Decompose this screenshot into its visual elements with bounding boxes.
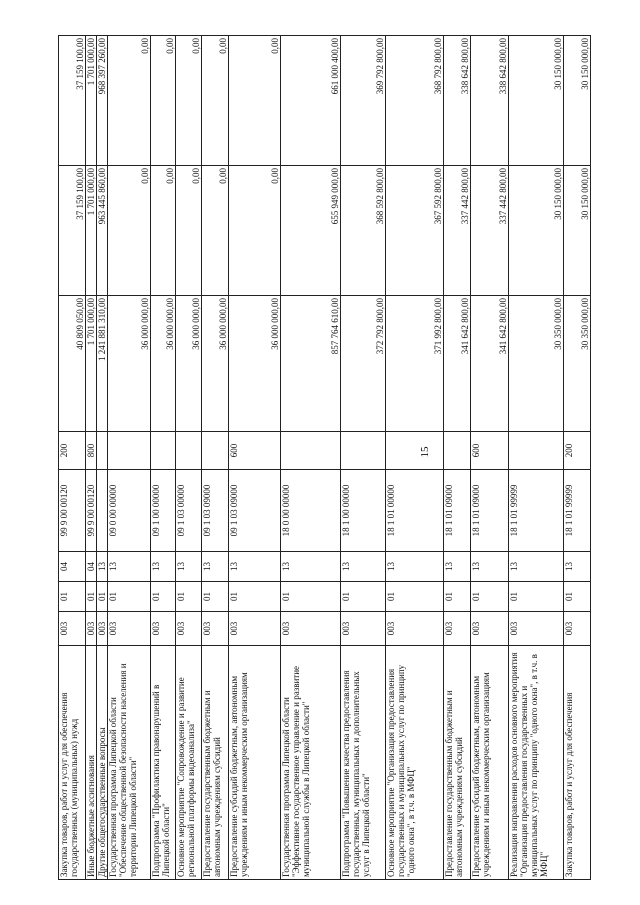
amount-next-year: 963 445 860,00 — [97, 166, 108, 296]
amount-next-year: 0,00 — [202, 166, 229, 296]
amount-second-year: 0,00 — [176, 36, 202, 166]
amount-next-year: 0,00 — [229, 166, 281, 296]
amount-current-year: 372 792 800,00 — [341, 296, 386, 432]
section-code: 01 — [202, 582, 229, 612]
admin-code: 003 — [471, 612, 509, 646]
budget-table — [58, 35, 591, 880]
subsection-code: 04 — [86, 552, 97, 582]
row-name: Государственная программа Липецкой области "Эффективное государственное управление и развитие муниципальной службы в Липецкой области" — [281, 646, 341, 880]
target-code: 18 1 01 09000 — [471, 470, 509, 552]
section-code: 01 — [341, 582, 386, 612]
subsection-code: 13 — [97, 552, 108, 582]
section-code: 01 — [564, 582, 591, 612]
amount-second-year: 0,00 — [151, 36, 176, 166]
row-name: Предоставление субсидий бюджетным, автономным учреждениям и иным некоммерческим организациям — [229, 646, 281, 880]
row-name: Предоставление государственным бюджетным и автономным учреждениям субсидий — [202, 646, 229, 880]
amount-next-year: 337 442 800,00 — [444, 166, 471, 296]
admin-code: 003 — [59, 612, 86, 646]
admin-code: 003 — [341, 612, 386, 646]
amount-second-year: 368 792 800,00 — [386, 36, 444, 166]
admin-code: 003 — [176, 612, 202, 646]
amount-current-year: 40 809 050,00 — [59, 296, 86, 432]
expense-kind: 600 — [471, 432, 509, 470]
section-code: 01 — [86, 582, 97, 612]
row-name: Закупка товаров, работ и услуг для обеспечения государственных (муниципальных) нужд — [59, 646, 86, 880]
amount-current-year: 857 764 610,00 — [281, 296, 341, 432]
admin-code: 003 — [86, 612, 97, 646]
subsection-code: 13 — [202, 552, 229, 582]
expense-kind — [281, 432, 341, 470]
table-row — [86, 36, 97, 880]
amount-second-year: 37 159 100,00 — [59, 36, 86, 166]
amount-second-year: 661 000 400,00 — [281, 36, 341, 166]
row-name: Реализация направления расходов основного мероприятия "Организация предоставления государственных и муниципальных услуг по принципу "одного окна", в т.ч. в МФЦ" — [509, 646, 564, 880]
expense-kind — [151, 432, 176, 470]
target-code: 09 1 03 00000 — [176, 470, 202, 552]
row-name: Иные бюджетные ассигнования — [86, 646, 97, 880]
amount-next-year: 1 701 000,00 — [86, 166, 97, 296]
expense-kind — [108, 432, 151, 470]
amount-current-year: 36 000 000,00 — [202, 296, 229, 432]
admin-code: 003 — [202, 612, 229, 646]
amount-next-year: 30 150 000,00 — [564, 166, 591, 296]
expense-kind: 600 — [229, 432, 281, 470]
expense-kind — [97, 432, 108, 470]
table-row — [341, 36, 386, 880]
table-row — [202, 36, 229, 880]
amount-current-year: 36 000 000,00 — [108, 296, 151, 432]
subsection-code: 04 — [59, 552, 86, 582]
section-code: 01 — [151, 582, 176, 612]
table-row — [444, 36, 471, 880]
subsection-code: 13 — [108, 552, 151, 582]
amount-second-year: 968 397 260,00 — [97, 36, 108, 166]
row-name: Другие общегосударственные вопросы — [97, 646, 108, 880]
amount-next-year: 337 442 800,00 — [471, 166, 509, 296]
row-name: Предоставление субсидий бюджетным, автономным учреждениям и иным некоммерческим организациям — [471, 646, 509, 880]
subsection-code: 13 — [151, 552, 176, 582]
admin-code: 003 — [564, 612, 591, 646]
row-name: Закупка товаров, работ и услуг для обеспечения — [564, 646, 591, 880]
row-name: Основное мероприятие "Сопровождение и развитие региональной платформы видеоанализа" — [176, 646, 202, 880]
target-code — [97, 470, 108, 552]
row-name: Подпрограмма "Повышение качества предоставления государственных, муниципальных и дополнительных услуг в Липецкой области" — [341, 646, 386, 880]
row-name: Основное мероприятие "Организация предоставления государственных и муниципальных услуг по принципу "одного окна", в т.ч. в МФЦ" — [386, 646, 444, 880]
expense-kind — [444, 432, 471, 470]
page-number: 15 — [419, 446, 431, 458]
amount-second-year: 0,00 — [202, 36, 229, 166]
section-code: 01 — [108, 582, 151, 612]
table-row — [176, 36, 202, 880]
amount-second-year: 0,00 — [229, 36, 281, 166]
amount-second-year: 369 792 800,00 — [341, 36, 386, 166]
section-code: 01 — [471, 582, 509, 612]
table-row — [151, 36, 176, 880]
row-name: Предоставление государственным бюджетным и автономным учреждениям субсидий — [444, 646, 471, 880]
subsection-code: 13 — [509, 552, 564, 582]
subsection-code: 13 — [176, 552, 202, 582]
expense-kind: 800 — [86, 432, 97, 470]
target-code: 09 1 00 00000 — [151, 470, 176, 552]
table-row — [564, 36, 591, 880]
amount-current-year: 1 701 000,00 — [86, 296, 97, 432]
subsection-code: 13 — [471, 552, 509, 582]
amount-next-year: 0,00 — [108, 166, 151, 296]
target-code: 18 0 00 00000 — [281, 470, 341, 552]
table-row — [97, 36, 108, 880]
expense-kind: 200 — [564, 432, 591, 470]
target-code: 18 1 01 99999 — [564, 470, 591, 552]
amount-current-year: 36 000 000,00 — [176, 296, 202, 432]
section-code: 01 — [509, 582, 564, 612]
admin-code: 003 — [151, 612, 176, 646]
amount-current-year: 36 000 000,00 — [229, 296, 281, 432]
section-code: 01 — [176, 582, 202, 612]
target-code: 18 1 00 00000 — [341, 470, 386, 552]
section-code: 01 — [386, 582, 444, 612]
admin-code: 003 — [444, 612, 471, 646]
section-code: 01 — [281, 582, 341, 612]
subsection-code: 13 — [564, 552, 591, 582]
table-row — [108, 36, 151, 880]
amount-second-year: 338 642 800,00 — [444, 36, 471, 166]
section-code: 01 — [229, 582, 281, 612]
target-code: 09 1 03 09000 — [229, 470, 281, 552]
amount-next-year: 37 159 100,00 — [59, 166, 86, 296]
subsection-code: 13 — [444, 552, 471, 582]
amount-current-year: 36 000 000,00 — [151, 296, 176, 432]
section-code: 01 — [97, 582, 108, 612]
admin-code: 003 — [386, 612, 444, 646]
target-code: 18 1 01 00000 — [386, 470, 444, 552]
target-code: 18 1 01 09000 — [444, 470, 471, 552]
admin-code: 003 — [229, 612, 281, 646]
table-row — [509, 36, 564, 880]
amount-second-year: 0,00 — [108, 36, 151, 166]
admin-code: 003 — [509, 612, 564, 646]
expense-kind — [341, 432, 386, 470]
expense-kind — [509, 432, 564, 470]
target-code: 99 9 00 00120 — [59, 470, 86, 552]
target-code: 09 0 00 00000 — [108, 470, 151, 552]
subsection-code: 13 — [281, 552, 341, 582]
amount-second-year: 1 701 000,00 — [86, 36, 97, 166]
amount-current-year: 1 241 881 310,00 — [97, 296, 108, 432]
amount-current-year: 30 350 000,00 — [564, 296, 591, 432]
amount-next-year: 368 592 800,00 — [341, 166, 386, 296]
expense-kind: 200 — [59, 432, 86, 470]
admin-code: 003 — [108, 612, 151, 646]
amount-next-year: 0,00 — [151, 166, 176, 296]
amount-current-year: 341 642 800,00 — [444, 296, 471, 432]
amount-second-year: 30 150 000,00 — [564, 36, 591, 166]
expense-kind — [202, 432, 229, 470]
table-row — [59, 36, 86, 880]
amount-next-year: 0,00 — [176, 166, 202, 296]
amount-current-year: 341 642 800,00 — [471, 296, 509, 432]
expense-kind — [176, 432, 202, 470]
table-row — [281, 36, 341, 880]
table-viewport — [58, 36, 588, 880]
table-row — [229, 36, 281, 880]
row-name: Государственная программа Липецкой области "Обеспечение общественной безопасности населения и территории Липецкой области" — [108, 646, 151, 880]
target-code: 09 1 03 09000 — [202, 470, 229, 552]
expense-kind — [386, 432, 444, 470]
budget-table-rotated — [58, 36, 588, 880]
amount-current-year: 30 350 000,00 — [509, 296, 564, 432]
table-row — [471, 36, 509, 880]
table-row — [386, 36, 444, 880]
target-code: 18 1 01 99999 — [509, 470, 564, 552]
admin-code: 003 — [97, 612, 108, 646]
target-code: 99 9 00 00120 — [86, 470, 97, 552]
subsection-code: 13 — [386, 552, 444, 582]
subsection-code: 13 — [341, 552, 386, 582]
amount-next-year: 30 150 000,00 — [509, 166, 564, 296]
amount-next-year: 367 592 800,00 — [386, 166, 444, 296]
admin-code: 003 — [281, 612, 341, 646]
section-code: 01 — [59, 582, 86, 612]
subsection-code: 13 — [229, 552, 281, 582]
amount-second-year: 30 150 000,00 — [509, 36, 564, 166]
amount-second-year: 338 642 800,00 — [471, 36, 509, 166]
row-name: Подпрограмма "Профилактика правонарушений в Липецкой области" — [151, 646, 176, 880]
amount-next-year: 655 949 000,00 — [281, 166, 341, 296]
amount-current-year: 371 992 800,00 — [386, 296, 444, 432]
section-code: 01 — [444, 582, 471, 612]
